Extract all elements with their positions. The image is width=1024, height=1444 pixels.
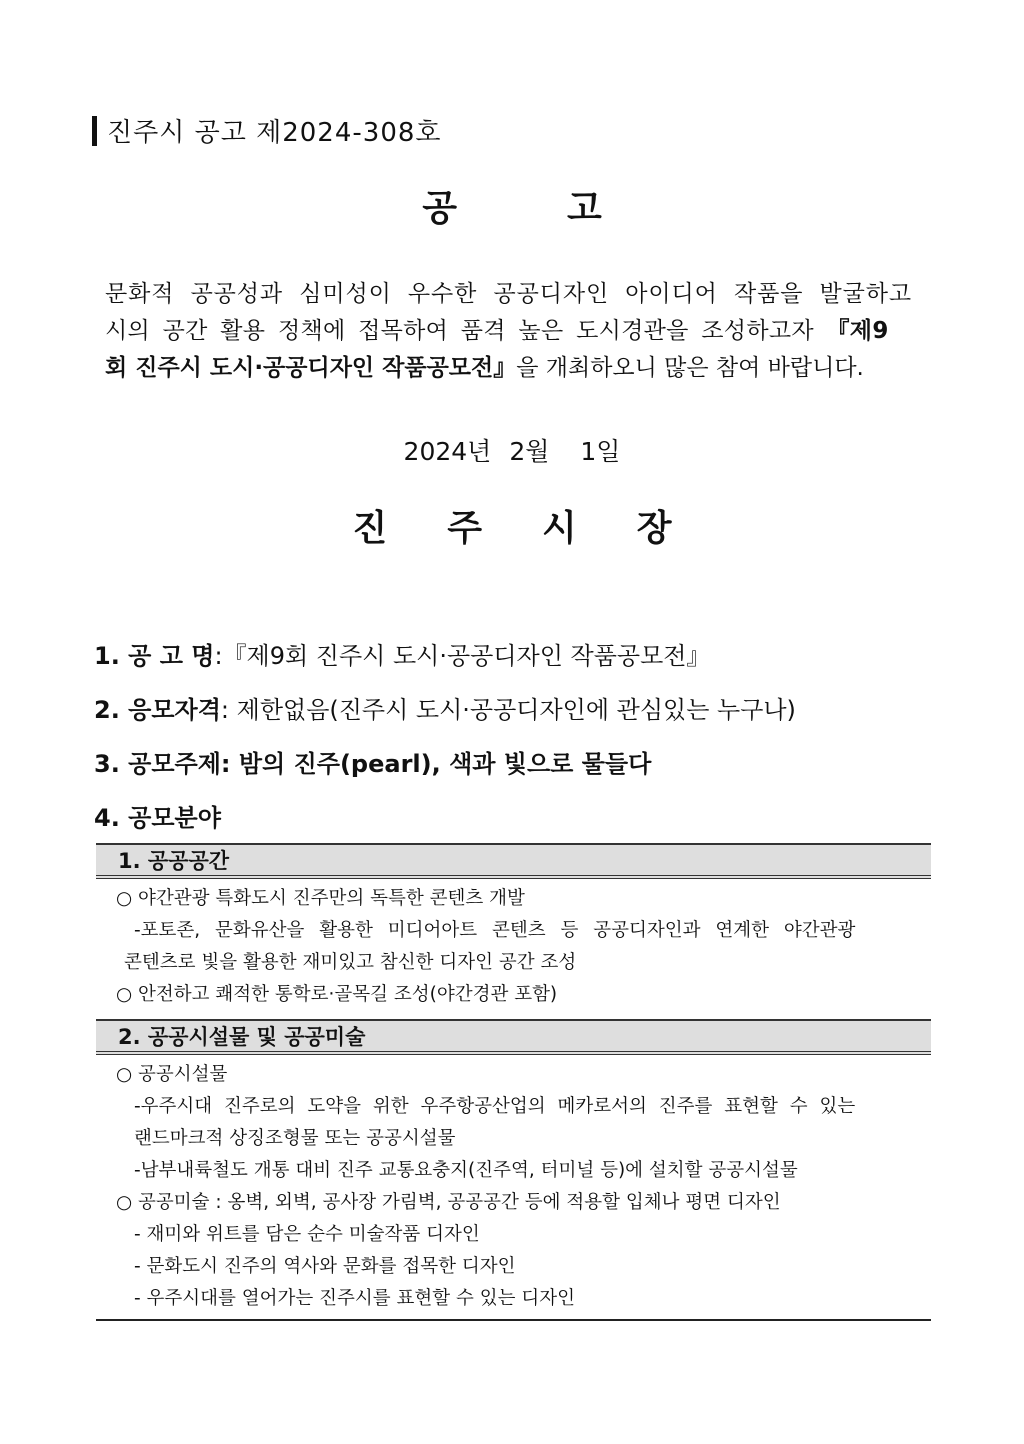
item-categories: 4. 공모분야	[94, 804, 221, 832]
mayor-char-1: 진	[352, 508, 388, 549]
date-year: 2024년	[403, 437, 492, 466]
section2-heading: 2. 공공시설물 및 공공미술	[96, 1019, 931, 1055]
date-month: 2월	[509, 437, 550, 466]
document-title	[0, 180, 1024, 231]
item-notice-name	[94, 636, 710, 671]
mayor-char-3: 시	[542, 508, 577, 549]
title-char-1: 공	[422, 188, 457, 229]
section1-body	[96, 879, 931, 1011]
intro-line-2: 시의 공간 활용 정책에 접목하여 품격 높은 도시경관을 조성하고자	[105, 318, 827, 344]
section2-line-1: ○ 공공시설물	[116, 1064, 228, 1085]
title-char-2: 고	[567, 188, 602, 229]
section2-line-2: -우주시대 진주로의 도약을 위한 우주항공산업의 메카로서의 진주를 표현할 수 있는	[134, 1096, 856, 1117]
section1-heading: 1. 공공공간	[96, 843, 931, 879]
section1-line-1: ○ 야간관광 특화도시 진주만의 독특한 콘텐츠 개발	[116, 888, 525, 909]
intro-line-3: 을 개최하오니 많은 참여 바랍니다.	[516, 355, 864, 381]
date-day: 1일	[580, 437, 621, 466]
section1-line-2: -포토존, 문화유산을 활용한 미디어아트 콘텐츠 등 공공디자인과 연계한 야간관광	[134, 920, 856, 941]
intro-line-1: 문화적 공공성과 심미성이 우수한 공공디자인 아이디어 작품을 발굴하고	[105, 281, 913, 307]
notice-number-text: 진주시 공고 제2024-308호	[107, 118, 442, 148]
notice-number	[92, 112, 442, 149]
mayor-signature	[0, 500, 1024, 551]
section2-line-7: - 문화도시 진주의 역사와 문화를 접목한 디자인	[134, 1256, 516, 1277]
item2-value: : 제한없음(진주시 도시·공공디자인에 관심있는 누구나)	[220, 696, 796, 724]
section-public-space	[96, 843, 931, 1011]
section1-line-3: 콘텐츠로 빛을 활용한 재미있고 참신한 디자인 공간 조성	[124, 952, 577, 973]
section1-line-4: ○ 안전하고 쾌적한 통학로·골목길 조성(야간경관 포함)	[116, 984, 558, 1005]
section2-line-4: -남부내륙철도 개통 대비 진주 교통요충지(진주역, 터미널 등)에 설치할 공공시설물	[134, 1160, 798, 1181]
item2-key: 2. 응모자격	[94, 696, 221, 724]
contest-name-end: 회 진주시 도시·공공디자인 작품공모전』	[105, 355, 517, 381]
item-theme: 3. 공모주제: 밤의 진주(pearl), 색과 빛으로 물들다	[94, 750, 652, 778]
section2-line-8: - 우주시대를 열어가는 진주시를 표현할 수 있는 디자인	[134, 1288, 576, 1309]
mayor-char-2: 주	[447, 508, 482, 549]
item1-value: :『제9회 진주시 도시·공공디자인 작품공모전』	[214, 642, 711, 670]
notice-bar-decoration	[92, 116, 97, 146]
item1-key: 1. 공 고 명	[94, 642, 215, 670]
notice-date	[0, 432, 1024, 468]
intro-paragraph	[105, 276, 920, 387]
section2-line-3: 랜드마크적 상징조형물 또는 공공시설물	[134, 1128, 456, 1149]
section2-body	[96, 1055, 931, 1315]
contest-name-start: 『제9	[826, 318, 889, 344]
section2-line-5: ○ 공공미술 : 옹벽, 외벽, 공사장 가림벽, 공공공간 등에 적용할 입체나 평면 디자인	[116, 1192, 781, 1213]
item-eligibility	[94, 690, 796, 725]
section2-line-6: - 재미와 위트를 담은 순수 미술작품 디자인	[134, 1224, 480, 1245]
bottom-divider	[96, 1319, 931, 1321]
section-public-facilities-art	[96, 1019, 931, 1315]
mayor-char-4: 장	[636, 508, 672, 549]
